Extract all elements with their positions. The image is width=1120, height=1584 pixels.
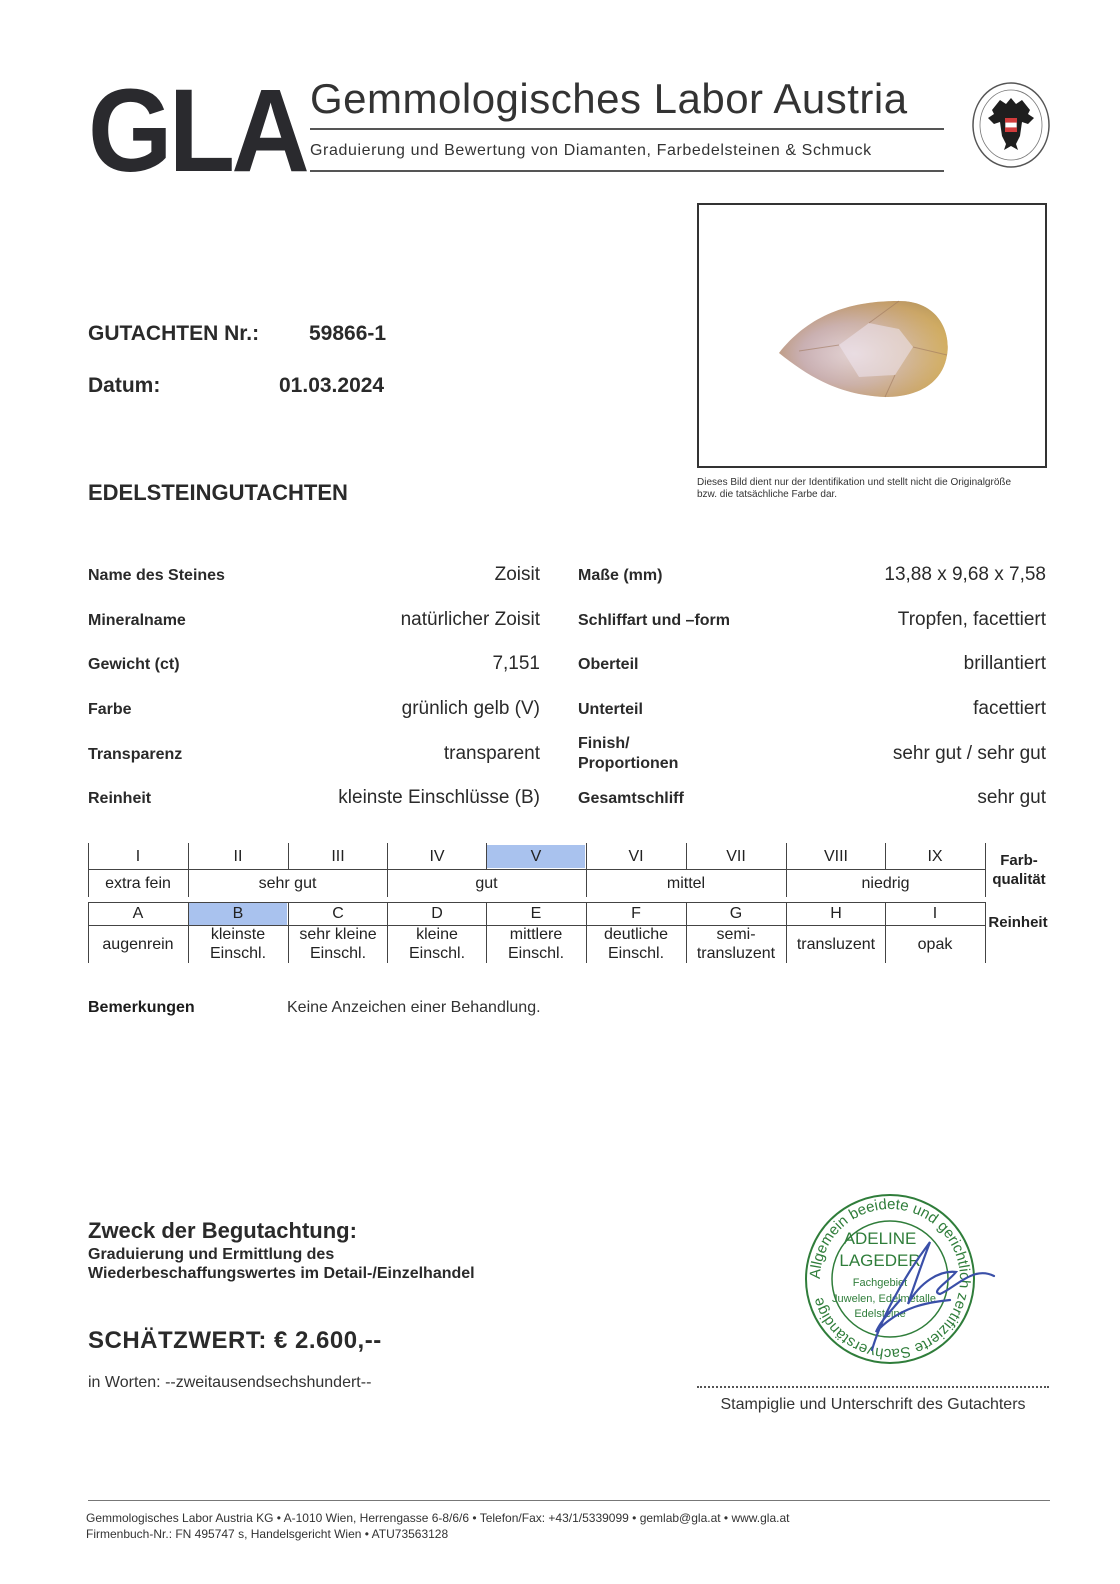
clarity-grade-g: G xyxy=(729,905,743,922)
header-rule-top xyxy=(310,128,944,130)
stamp-name-first: ADELINE xyxy=(843,1229,917,1248)
photo-disclaimer: Dieses Bild dient nur der Identifikation und stellt nicht die Originalgröße bzw. die tatsächliche Farbe dar. xyxy=(697,477,1012,500)
clarity-desc-c-1: sehr kleine xyxy=(299,926,377,943)
expert-stamp xyxy=(780,1182,1000,1372)
footer-line-2: Firmenbuch-Nr.: FN 495747 s, Handelsgericht Wien • ATU73563128 xyxy=(86,1527,449,1541)
stamp-ring-text: Allgemein beeidete und gerichtlich zertifizierte Sachverständige xyxy=(806,1195,974,1363)
color-desc-extra-fine: extra fein xyxy=(105,875,171,892)
color-grade-5: V xyxy=(530,848,542,865)
stamp-field-1: Fachgebiet xyxy=(852,1277,908,1289)
clarity-desc-b-1: kleinste xyxy=(210,926,266,943)
clarity-grade-c: C xyxy=(332,905,344,922)
footer-rule xyxy=(88,1500,1050,1501)
grading-scale-table xyxy=(88,843,1048,963)
prop-label-color: Farbe xyxy=(88,701,132,718)
remarks-label: Bemerkungen xyxy=(88,999,195,1016)
prop-label-pavilion: Unterteil xyxy=(578,701,643,718)
color-grade-2: II xyxy=(233,848,243,865)
prop-label-transparency: Transparenz xyxy=(88,746,183,763)
lab-subtitle: Graduierung und Bewertung von Diamanten, Farbedelsteinen & Schmuck xyxy=(310,142,872,159)
gla-logo: GLA xyxy=(88,65,307,197)
clarity-desc-a: augenrein xyxy=(102,936,174,953)
purpose-line-2: Wiederbeschaffungswertes im Detail-/Einzelhandel xyxy=(88,1265,475,1282)
prop-value-dimensions: 13,88 x 9,68 x 7,58 xyxy=(884,564,1046,585)
color-grade-6: VI xyxy=(628,848,644,865)
stamp-name-last: LAGEDER xyxy=(839,1251,921,1270)
clarity-grade-e: E xyxy=(530,905,542,922)
valuation-value: € 2.600,-- xyxy=(273,1327,382,1354)
prop-label-crown: Oberteil xyxy=(578,656,639,673)
clarity-desc-e-2: Einschl. xyxy=(507,945,565,962)
color-quality-label-2: qualität xyxy=(992,871,1046,888)
clarity-grade-i: I xyxy=(932,905,938,922)
color-desc-good: gut xyxy=(475,875,498,892)
clarity-desc-f-2: Einschl. xyxy=(607,945,665,962)
purpose-line-1: Graduierung und Ermittlung des xyxy=(88,1246,335,1263)
prop-label-stone-name: Name des Steines xyxy=(88,567,225,584)
stamp-field-3: Edelsteine xyxy=(854,1308,906,1320)
signature-caption: Stampiglie und Unterschrift des Gutachters xyxy=(720,1396,1026,1413)
clarity-desc-c-2: Einschl. xyxy=(309,945,367,962)
prop-value-clarity: kleinste Einschlüsse (B) xyxy=(338,787,540,808)
clarity-desc-g-2: transluzent xyxy=(696,945,776,962)
color-desc-very-good: sehr gut xyxy=(258,875,317,892)
certificate-number-value: 59866-1 xyxy=(309,322,387,345)
gemstone-photo-frame xyxy=(697,203,1047,468)
color-grade-8: VIII xyxy=(823,848,848,865)
footer xyxy=(86,1510,789,1542)
stamp-field-2: Juwelen, Edelmetalle xyxy=(832,1293,936,1305)
prop-value-mineral-name: natürlicher Zoisit xyxy=(400,609,540,630)
prop-value-weight: 7,151 xyxy=(492,653,540,674)
austrian-eagle-seal-icon xyxy=(970,80,1052,170)
clarity-grade-d: D xyxy=(431,905,443,922)
prop-label-proportions: Proportionen xyxy=(578,755,679,772)
clarity-desc-i: opak xyxy=(917,936,953,953)
color-grade-7: VII xyxy=(726,848,746,865)
prop-label-overall-cut: Gesamtschliff xyxy=(578,790,684,807)
color-desc-low: niedrig xyxy=(861,875,910,892)
color-desc-medium: mittel xyxy=(666,875,706,892)
color-quality-label-1: Farb- xyxy=(1000,852,1038,869)
prop-value-overall-cut: sehr gut xyxy=(977,787,1046,808)
color-grade-3: III xyxy=(331,848,345,865)
clarity-grade-h: H xyxy=(830,905,842,922)
color-grade-9: IX xyxy=(927,848,943,865)
color-grade-1: I xyxy=(135,848,141,865)
clarity-grade-f: F xyxy=(631,905,641,922)
clarity-desc-f-1: deutliche xyxy=(603,926,669,943)
lab-name: Gemmologisches Labor Austria xyxy=(310,75,908,122)
date-value: 01.03.2024 xyxy=(279,374,385,397)
prop-label-dimensions: Maße (mm) xyxy=(578,567,663,584)
clarity-label: Reinheit xyxy=(988,914,1048,931)
prop-label-finish: Finish/ xyxy=(578,735,630,752)
clarity-desc-e-1: mittlere xyxy=(509,926,563,943)
footer-line-1: Gemmologisches Labor Austria KG • A-1010 Wien, Herrengasse 6-8/6/6 • Telefon/Fax: +43/1/5339099 • gemlab@gla.at • www.gla.at xyxy=(86,1511,790,1525)
clarity-desc-h: transluzent xyxy=(796,936,876,953)
prop-value-pavilion: facettiert xyxy=(973,698,1046,719)
clarity-grade-a: A xyxy=(132,905,144,922)
purpose-title: Zweck der Begutachtung: xyxy=(88,1218,357,1243)
clarity-desc-d-1: kleine xyxy=(416,926,458,943)
gemstone-image xyxy=(699,205,1045,466)
color-grade-4: IV xyxy=(429,848,445,865)
valuation-label: SCHÄTZWERT: xyxy=(88,1327,267,1354)
prop-label-weight: Gewicht (ct) xyxy=(88,656,180,673)
valuation-in-words: in Worten: --zweitausendsechshundert-- xyxy=(88,1374,372,1391)
remarks-text: Keine Anzeichen einer Behandlung. xyxy=(287,999,541,1016)
clarity-desc-d-2: Einschl. xyxy=(408,945,466,962)
certificate-number-label: GUTACHTEN Nr.: xyxy=(88,322,260,345)
prop-value-color: grünlich gelb (V) xyxy=(401,698,540,719)
purpose-text xyxy=(88,1245,475,1283)
date-label: Datum: xyxy=(88,374,161,397)
prop-value-transparency: transparent xyxy=(443,743,540,764)
clarity-grade-b: B xyxy=(232,905,244,922)
prop-value-cut-shape: Tropfen, facettiert xyxy=(897,609,1046,630)
prop-label-cut-shape: Schliffart und –form xyxy=(578,612,731,629)
prop-value-stone-name: Zoisit xyxy=(494,564,540,585)
prop-label-mineral-name: Mineralname xyxy=(88,612,186,629)
clarity-desc-g-1: semi- xyxy=(716,926,756,943)
header-rule-bottom xyxy=(310,170,944,172)
valuation xyxy=(88,1327,382,1355)
prop-label-clarity: Reinheit xyxy=(88,790,152,807)
prop-value-crown: brillantiert xyxy=(963,653,1046,674)
prop-value-finish-proportions: sehr gut / sehr gut xyxy=(892,743,1046,764)
signature-line xyxy=(697,1386,1049,1388)
clarity-desc-b-2: Einschl. xyxy=(209,945,267,962)
certificate-type-title: EDELSTEINGUTACHTEN xyxy=(88,480,348,505)
